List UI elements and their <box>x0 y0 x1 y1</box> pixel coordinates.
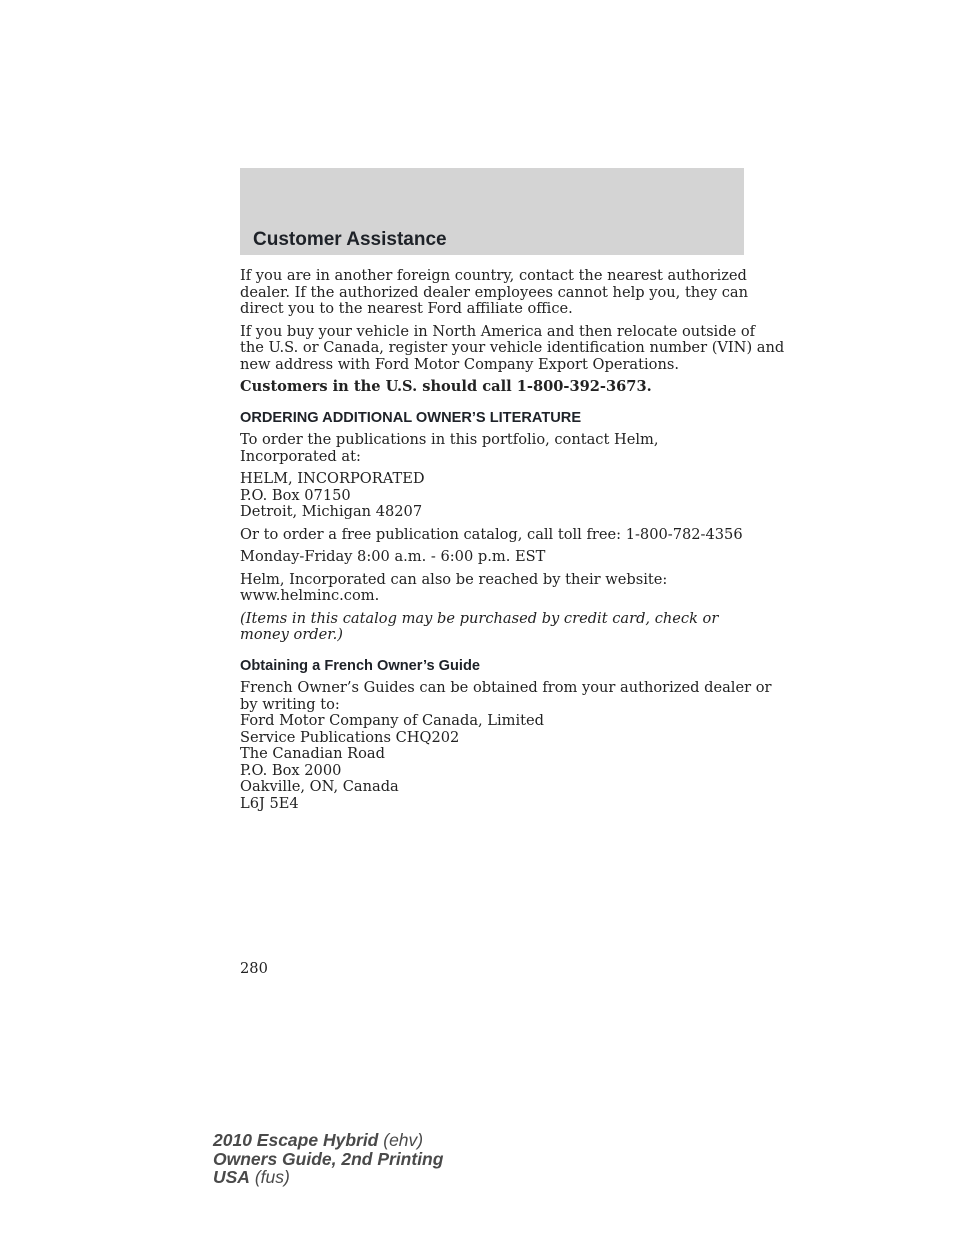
section-title: Customer Assistance <box>253 229 447 250</box>
intro-paragraph-foreign-country: If you are in another foreign country, contact the nearest authorized dealer. If the authorized dealer employees cannot help you, they can direct you to the nearest Ford affiliate office. <box>240 267 749 317</box>
section-header-band <box>240 168 744 255</box>
footer-line-model: 2010 Escape Hybrid (ehv) <box>213 1130 424 1150</box>
page-content <box>240 267 785 818</box>
french-guide-heading: Obtaining a French Owner’s Guide <box>240 657 481 674</box>
intro-paragraph-relocate: If you buy your vehicle in North America and then relocate outside of the U.S. or Canada, register your vehicle identification number (VIN) and new address with Ford Motor Company Export Operations. <box>240 322 785 373</box>
payment-note: (Items in this catalog may be purchased by credit card, check or money order.) <box>240 609 719 643</box>
catalog-phone: Or to order a free publication catalog, call toll free: 1-800-782-4356 <box>240 525 743 543</box>
ordering-heading: ORDERING ADDITIONAL OWNER’S LITERATURE <box>240 409 582 426</box>
french-guide-address: French Owner’s Guides can be obtained from your authorized dealer or by writing to: Ford Motor Company of Canada, Limited Service Publications CHQ202 The Canadian Road P.O. Box 2000 Oakville, ON, Canada L6J 5E4 <box>240 679 772 812</box>
business-hours: Monday-Friday 8:00 a.m. - 6:00 p.m. EST <box>240 548 546 565</box>
ordering-intro: To order the publications in this portfolio, contact Helm, Incorporated at: <box>240 431 659 465</box>
footer-line-printing: Owners Guide, 2nd Printing <box>213 1148 444 1169</box>
helm-address: HELM, INCORPORATED P.O. Box 07150 Detroit, Michigan 48207 <box>240 470 425 520</box>
document-footer <box>213 1131 443 1187</box>
us-customer-phone: Customers in the U.S. should call 1-800-392-3673. <box>240 378 652 395</box>
footer-line-market: USA (fus) <box>213 1167 290 1187</box>
page-number: 280 <box>240 960 268 977</box>
helm-website: Helm, Incorporated can also be reached by their website: www.helminc.com. <box>240 570 668 604</box>
